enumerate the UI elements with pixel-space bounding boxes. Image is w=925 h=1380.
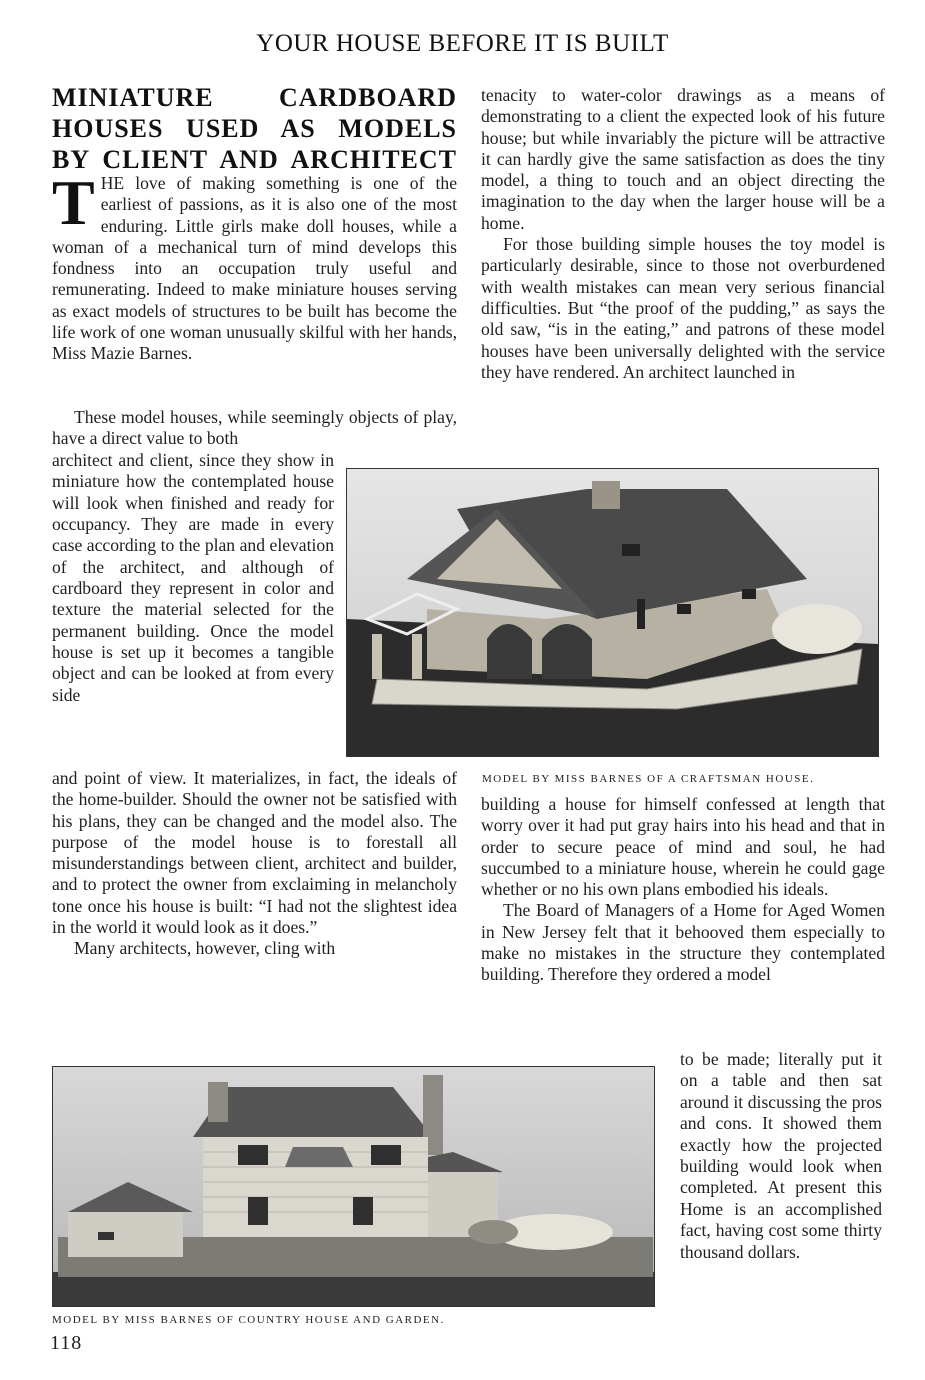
craftsman-house-photo [346,468,879,757]
left-column-segment-1 [52,407,457,450]
running-head: YOUR HOUSE BEFORE IT IS BUILT [256,30,669,57]
article-headline: MINIATURE CARDBOARD HOUSES USED AS MODELS BY CLIENT AND ARCHITECT [52,83,457,174]
left-column-narrow-segment [52,450,334,706]
left-column-segment-3 [52,768,457,960]
right-paragraph-3: building a house for himself confessed at length that worry over it had put gray hairs into his head and that in order to secure peace of mind and soul, he had succumbed to a miniature house, wherein he could gage whether or no his own plans embodied his ideals. [481,794,885,900]
intro-paragraph-text: HE love of making something is one of the earliest of passions, as it is also one of the most enduring. Little girls make doll houses, while a woman of a mechanical turn of mind develops this fondness into an occupation truly useful and remunerating. Indeed to make miniature houses serving as exact models of structures to be built has become the life work of one woman unusually skilful with her hands, Miss Mazie Barnes. [52,173,457,364]
country-house-photo [52,1066,655,1307]
right-paragraph-4b: to be made; literally put it on a table and then sat around it discussing the pros and cons. It showed them exactly how the projected building would look when completed. At present this Home is an accomplished fact, having cost some thirty thousand dollars. [680,1049,882,1262]
right-paragraph-4a: The Board of Managers of a Home for Aged Women in New Jersey felt that it behooved them especially to make no mistakes in the structure they contemplated building. Therefore they ordered a model [481,900,885,985]
intro-paragraph [52,167,457,365]
country-photo-caption: MODEL BY MISS BARNES OF COUNTRY HOUSE AND GARDEN. [52,1314,445,1326]
left-paragraph-3: Many architects, however, cling with [74,938,336,959]
left-paragraph-2b: architect and client, since they show in miniature how the contemplated house will look when finished and ready for occupancy. They are made in every case according to the plan and elevation of the architect, and although of cardboard they represent in color and texture the material selected for the permanent building. Once the model house is set up it becomes a tangible object and can be looked at from every side [52,450,334,705]
right-column-segment-1 [481,85,885,383]
craftsman-photo-caption: MODEL BY MISS BARNES OF A CRAFTSMAN HOUSE. [482,773,815,785]
left-paragraph-2a: These model houses, while seemingly objects of play, have a direct value to both [52,407,457,449]
left-paragraph-2c: and point of view. It materializes, in fact, the ideals of the home-builder. Should the owner not be satisfied with his plans, they can be changed and the model also. The purpose of the model house is to forestall all misunderstandings between client, architect and builder, and to protect the owner from exclaiming in melancholy tone once his house is built: “I had not the slightest idea in the world it would look as it does.” [52,768,457,938]
right-paragraph-2: For those building simple houses the toy model is particularly desirable, since to those not overburdened with wealth mistakes can mean very serious financial difficulties. But “the proof of the pudding,” as says the old saw, “is in the eating,” and patrons of these model houses have been universally delighted with the service they have rendered. An architect launched in [481,234,885,382]
right-paragraph-1: tenacity to water-color drawings as a means of demonstrating to a client the expected look of his future house; but while invariably the picture will be attractive it can hardly give the same satisfaction as does the tiny model, a thing to touch and an object directing the imagination to the day when the larger house will be a home. [481,85,885,233]
right-column-narrow-segment [680,1049,882,1263]
page-number: 118 [50,1332,83,1354]
drop-cap: T [52,167,95,238]
right-column-segment-2 [481,794,885,986]
